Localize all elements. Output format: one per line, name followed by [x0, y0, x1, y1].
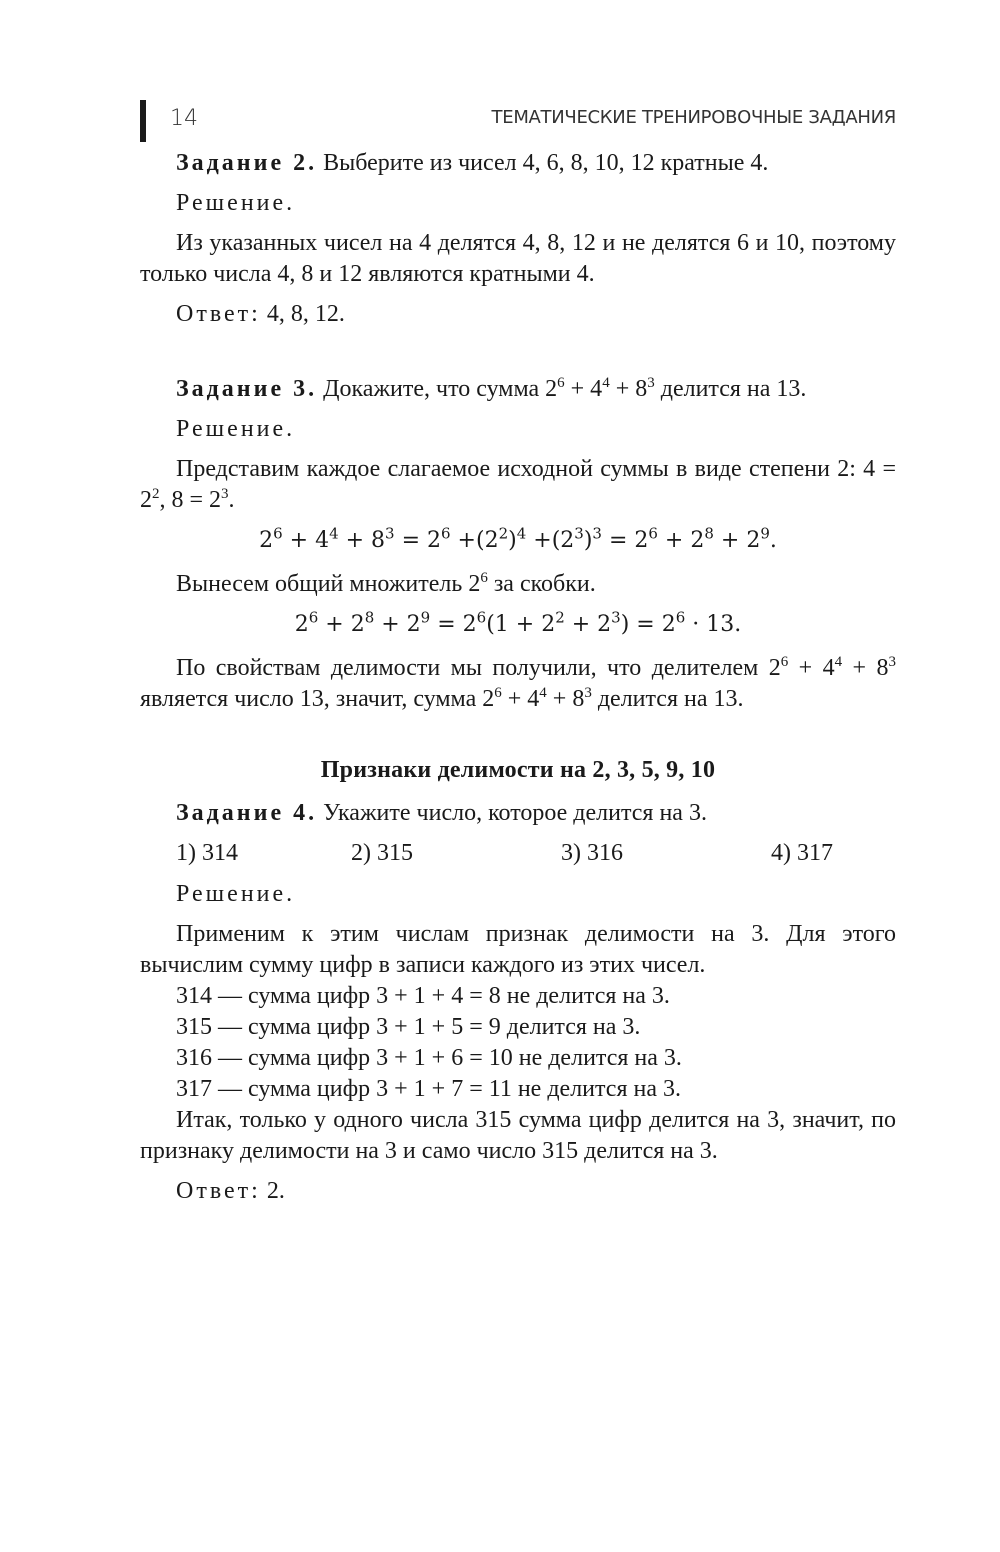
task4-solution-label: Решение.	[176, 881, 296, 907]
formula-expansion: $2^6 + 4^4 + 8^3 = 2^6 +(2^2)^4 +(2^3)^3 = 2^6 + 2^8 + 2^9$.	[259, 524, 777, 553]
task4-text: Укажите число, которое делится на 3.	[323, 800, 707, 826]
page-number: 14	[170, 106, 198, 131]
digit-sum-line: 314 — сумма цифр 3 + 1 + 4 = 8 не делится на 3.	[176, 983, 670, 1009]
running-title: ТЕМАТИЧЕСКИЕ ТРЕНИРОВОЧНЫЕ ЗАДАНИЯ	[491, 107, 896, 128]
formula-factored: $2^6 + 2^8 + 2^9 = 2^6(1 + 2^2 + 2^3) = 2^6 \cdot 13$.	[294, 608, 742, 637]
task2-answer-label: Ответ:	[176, 301, 261, 327]
digit-sum-line: 316 — сумма цифр 3 + 1 + 6 = 10 не делится на 3.	[176, 1045, 682, 1071]
task4-answer-value: 2.	[266, 1178, 285, 1204]
page-header	[140, 100, 896, 142]
digit-sum-line: 317 — сумма цифр 3 + 1 + 7 = 11 не делится на 3.	[176, 1076, 681, 1102]
task2-label: Задание 2.	[176, 150, 318, 176]
task2-solution-label: Решение.	[176, 190, 296, 216]
task4-answer-label: Ответ:	[176, 1178, 261, 1204]
digit-sum-line: 315 — сумма цифр 3 + 1 + 5 = 9 делится на 3.	[176, 1014, 641, 1040]
option-1: 1) 314	[176, 840, 238, 866]
task2-solution: Из указанных чисел на 4 делятся 4, 8, 12 и не делятся 6 и 10, поэтому только числа 4, 8 и 12 являются кратными 4.	[140, 230, 896, 287]
option-3: 3) 316	[561, 840, 623, 866]
option-4: 4) 317	[771, 840, 833, 866]
task4-label: Задание 4.	[176, 800, 318, 826]
task2-statement	[140, 148, 896, 179]
task4-statement	[140, 798, 896, 829]
section-title: Признаки делимости на 2, 3, 5, 9, 10	[320, 757, 716, 783]
task4-conclusion: Итак, только у одного числа 315 сумма цифр делится на 3, значит, по признаку делимости на 3 и само число 315 делится на 3.	[140, 1107, 896, 1164]
task3-solution-p1: Представим каждое слагаемое исходной суммы в виде степени 2: $4 = 2^2$, $8 = 2^3$.	[140, 456, 896, 513]
task3-solution-p3: По свойствам делимости мы получили, что делителем $2^6 + 4^4 + 8^3$ является число 13, значит, сумма $2^6 + 4^4 + 8^3$ делится на 13.	[140, 654, 896, 712]
task2-text: Выберите из чисел 4, 6, 8, 10, 12 кратные 4.	[323, 150, 769, 176]
sum-expression: $2^6 + 4^4 + 8^3$	[545, 375, 655, 402]
page-content	[140, 148, 896, 1216]
task3-solution-p2: Вынесем общий множитель $2^6$ за скобки.	[176, 570, 596, 597]
option-2: 2) 315	[351, 840, 413, 866]
task2-answer	[140, 299, 896, 330]
task3-statement: Задание 3. Докажите, что сумма $2^6 + 4^4 + 8^3$ делится на 13.	[176, 375, 807, 402]
task3-solution-label: Решение.	[176, 416, 296, 442]
task3-label: Задание 3.	[176, 376, 318, 402]
task4-solution: Применим к этим числам признак делимости на 3. Для этого вычислим сумму цифр в записи каждого из этих чисел.	[140, 921, 896, 978]
task2-answer-value: 4, 8, 12.	[266, 301, 345, 327]
task4-answer	[140, 1176, 896, 1207]
task4-options	[176, 838, 896, 869]
header-rule	[140, 100, 146, 142]
